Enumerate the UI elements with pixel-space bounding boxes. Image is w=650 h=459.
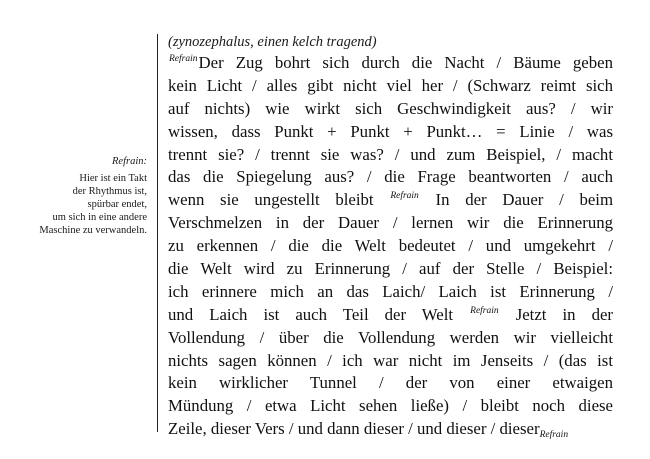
margin-note-line: der Rhythmus ist, bbox=[72, 186, 147, 198]
poem-subtitle: (zynozephalus, einen kelch tragend) bbox=[168, 34, 377, 50]
poem-line bbox=[168, 52, 613, 75]
poem-line bbox=[168, 189, 613, 212]
poem-line: das die Spiegelung aus? / die Frage beantworten / auch bbox=[168, 167, 613, 187]
poem-line bbox=[168, 304, 613, 327]
poem-line: zu erkennen / die die Welt bedeutet / und umgekehrt / bbox=[168, 236, 613, 256]
poem-line: die Welt wird zu Erinnerung / auf der Stelle / Beispiel: bbox=[168, 259, 613, 279]
poem-line: Vollendung / über die Vollendung werden wir vielleicht bbox=[168, 327, 613, 347]
poem-line-text: wenn sie ungestellt bleibt bbox=[168, 190, 374, 210]
poem-line-text: Zeile, dieser Vers / und dann dieser / und dieser / dieser bbox=[168, 419, 540, 439]
poem-line-text: Der Zug bohrt sich durch die Nacht / Bäume geben bbox=[198, 53, 613, 72]
margin-note-line: Maschine zu verwandeln. bbox=[39, 225, 147, 237]
margin-note-line: spürbar endet, bbox=[87, 199, 147, 211]
refrain-mark: Refrain bbox=[390, 191, 419, 202]
margin-note-line: Hier ist ein Takt bbox=[79, 173, 147, 185]
poem-line: auf nichts) wie wirkt sich Geschwindigkeit aus? / wir bbox=[168, 98, 613, 118]
refrain-mark: Refrain bbox=[539, 430, 569, 441]
margin-note-line: um sich in eine andere bbox=[52, 212, 147, 224]
refrain-mark: Refrain bbox=[169, 54, 198, 64]
poem-line: kein Licht / alles gibt nicht viel her / (Schwarz reimt sich bbox=[168, 75, 613, 95]
poem-line: Verschmelzen in der Dauer / lernen wir die Erinnerung bbox=[168, 213, 613, 233]
vertical-rule bbox=[157, 34, 158, 432]
poem-line-text: In der Dauer / beim bbox=[435, 190, 613, 210]
refrain-mark: Refrain bbox=[470, 305, 499, 316]
margin-note bbox=[0, 155, 147, 238]
poem-line: kein wirklicher Tunnel / der von einer etwaigen bbox=[168, 373, 613, 393]
poem-line: wissen, dass Punkt + Punkt + Punkt… = Linie / was bbox=[168, 121, 613, 141]
poem-line-text: Jetzt in der bbox=[515, 304, 613, 324]
poem-line: nichts sagen können / ich war nicht im Jenseits / (das ist bbox=[168, 350, 613, 370]
poem-line bbox=[168, 418, 613, 441]
poem-line: trennt sie? / trennt sie was? / und zum Beispiel, / macht bbox=[168, 144, 613, 164]
poem-line-text: und Laich ist auch Teil der Welt bbox=[168, 304, 454, 324]
margin-note-label: Refrain: bbox=[112, 156, 147, 167]
poem-body bbox=[168, 34, 613, 441]
poem-line: ich erinnere mich an das Laich/ Laich ist Erinnerung / bbox=[168, 281, 613, 301]
poem-line: Mündung / etwa Licht sehen ließe) / bleibt noch diese bbox=[168, 396, 613, 416]
